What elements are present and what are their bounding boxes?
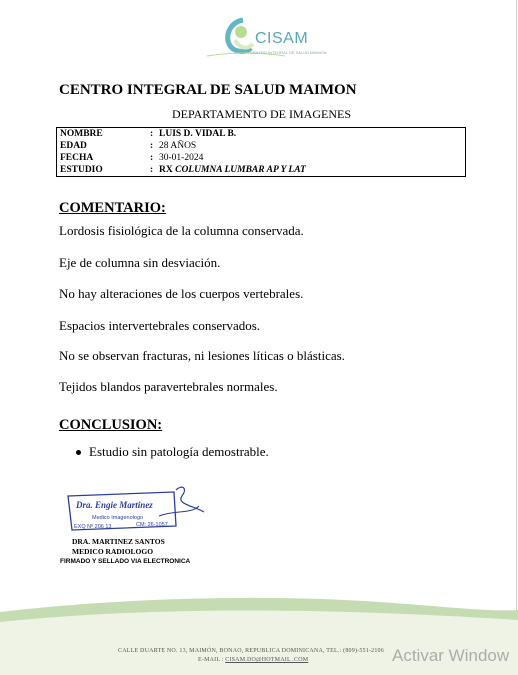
info-label: NOMBRE <box>60 129 103 139</box>
bullet-icon <box>76 450 81 455</box>
finding-item: No hay alteraciones de los cuerpos vertebrales. <box>59 286 304 301</box>
info-separator: : <box>150 153 154 163</box>
info-label: FECHA <box>60 153 94 163</box>
info-label: EDAD <box>60 141 87 151</box>
patient-age: 28 AÑOS <box>159 141 197 151</box>
finding-item: Eje de columna sin desviación. <box>59 255 221 270</box>
conclusion-item: Estudio sin patología demostrable. <box>89 444 269 459</box>
footer-email-label: E-MAIL : <box>198 657 224 663</box>
stamp-cm: CM: 26-1057 <box>136 522 168 528</box>
comment-heading: COMENTARIO: <box>59 200 166 216</box>
logo-text: CISAM <box>255 30 309 47</box>
finding-item: No se observan fracturas, ni lesiones líticas o blásticas. <box>59 348 345 363</box>
info-label: ESTUDIO <box>60 165 103 175</box>
info-separator: : <box>150 141 154 151</box>
signer-role: MEDICO RADIOLOGO <box>72 547 154 556</box>
department-title: DEPARTAMENTO DE IMAGENES <box>172 107 351 121</box>
info-separator: : <box>150 165 154 175</box>
patient-info-box <box>56 127 466 177</box>
finding-item: Tejidos blandos paravertebrales normales. <box>59 379 278 394</box>
patient-name: LUIS D. VIDAL B. <box>159 129 237 139</box>
finding-item: Lordosis fisiológica de la columna conservada. <box>59 223 304 238</box>
stamp-exq: EXQ Nº 206 13 <box>74 524 112 530</box>
org-title: CENTRO INTEGRAL DE SALUD MAIMON <box>59 82 357 98</box>
signature-stamp <box>64 486 209 538</box>
study-date: 30-01-2024 <box>159 153 204 163</box>
stamp-name: Dra. Engie Martinez <box>76 500 153 510</box>
footer-address: CALLE DUARTE NO. 13, MAIMÓN, BONAO, REPUBLICA DOMINICANA, TEL.: (809)-551-2106 <box>118 648 384 654</box>
signature-note: FIRMADO Y SELLADO VIA ELECTRONICA <box>60 558 191 565</box>
activation-watermark: Activar Window <box>392 646 510 665</box>
stamp-role: Medico Imagenologo <box>92 515 144 521</box>
info-separator: : <box>150 129 154 139</box>
finding-item: Espacios intervertebrales conservados. <box>59 318 261 333</box>
signer-name: DRA. MARTINEZ SANTOS <box>72 537 165 546</box>
logo-subtext: CENTRO INTEGRAL DE SALUD MAIMON <box>250 50 327 55</box>
footer-email-line <box>198 657 308 663</box>
study-prefix: RX <box>159 165 173 175</box>
footer-email-link[interactable]: CISAM.DO@HOTMAIL .COM <box>225 657 309 663</box>
conclusion-heading: CONCLUSION: <box>59 417 163 433</box>
study-name <box>159 165 306 176</box>
study-description: COLUMNA LUMBAR AP Y LAT <box>175 165 306 175</box>
